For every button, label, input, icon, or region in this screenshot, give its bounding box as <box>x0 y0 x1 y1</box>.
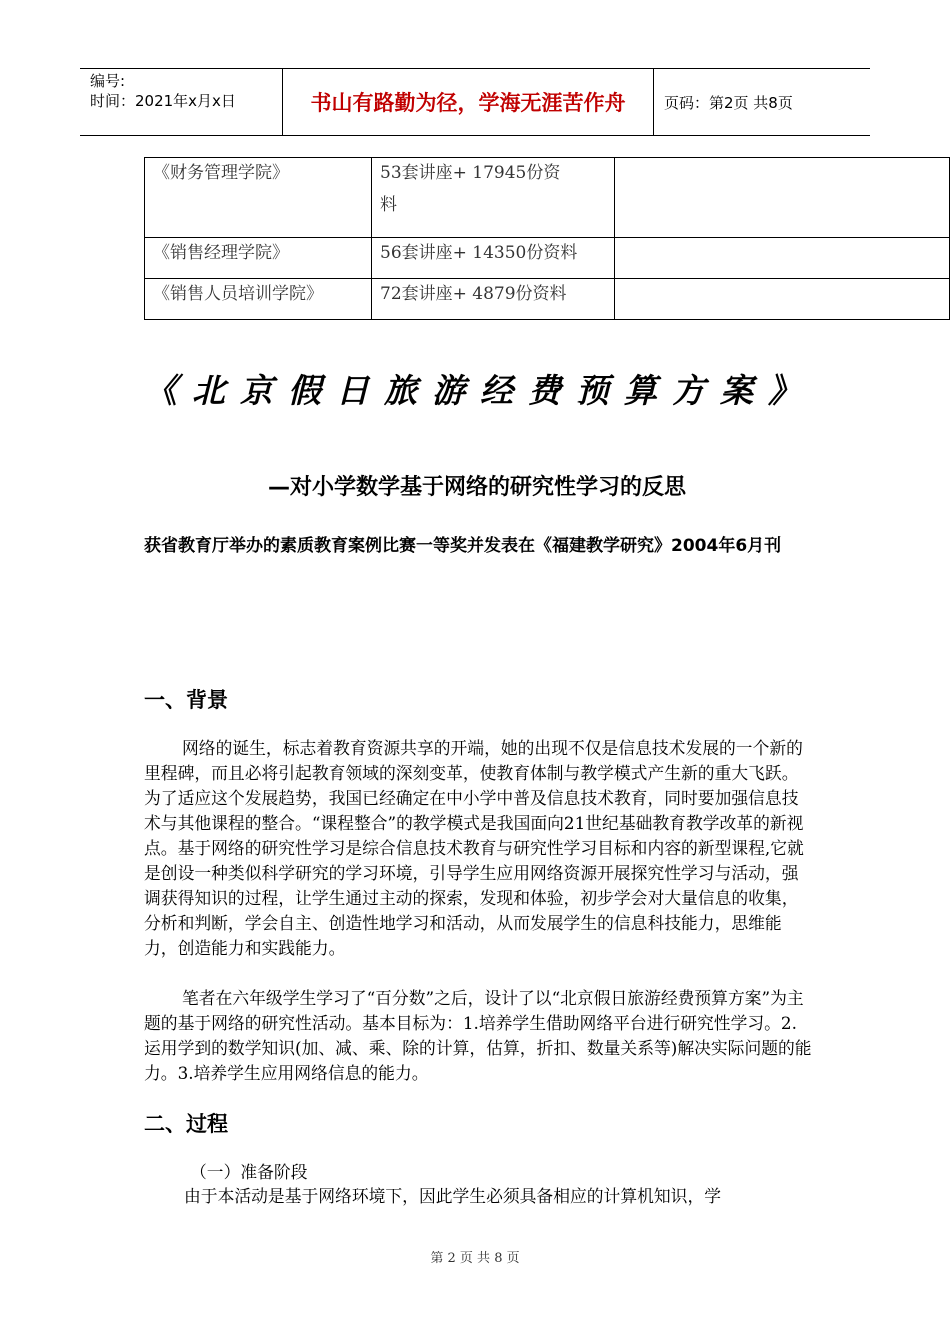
section-heading-process: 二、过程 <box>144 1112 228 1136</box>
table-cell-detail <box>372 158 615 238</box>
header-motto: 书山有路勤为径，学海无涯苦作舟 <box>282 69 654 135</box>
table-row <box>145 238 950 279</box>
header-page-info: 页码：第2页 共8页 <box>664 93 793 112</box>
number-label: 编号: <box>90 72 126 90</box>
table-cell-name: 《销售经理学院》 <box>145 238 372 279</box>
detail-line: 料 <box>380 195 397 215</box>
header-meta <box>80 69 282 135</box>
award-note: 获省教育厅举办的素质教育案例比赛一等奖并发表在《福建教学研究》2004年6月刊 <box>144 536 782 556</box>
date-label: 时间：2021年x月x日 <box>90 92 236 110</box>
table-row <box>145 158 950 238</box>
section-heading-background: 一、背景 <box>144 688 228 712</box>
page-header <box>80 68 870 136</box>
resource-table <box>144 157 950 320</box>
table-cell-extra <box>615 238 950 279</box>
subsection-heading-preparation: （一）准备阶段 <box>190 1162 308 1182</box>
table-cell-name: 《销售人员培训学院》 <box>145 279 372 320</box>
table-cell-extra <box>615 158 950 238</box>
table-cell-extra <box>615 279 950 320</box>
table-row <box>145 279 950 320</box>
document-subtitle: —对小学数学基于网络的研究性学习的反思 <box>268 475 687 500</box>
paragraph-goals: 笔者在六年级学生学习了“百分数”之后，设计了以“北京假日旅游经费预算方案”为主题的基于网络的研究性活动。基本目标为：1.培养学生借助网络平台进行研究性学习。2. 运用学到的数学知识(加、减、乘、除的计算，估算，折扣、数量关系等)解决实际问题的能力。3.培养学生应用网络信息的能力。 <box>144 988 812 1083</box>
table-cell-detail: 56套讲座+ 14350份资料 <box>372 238 615 279</box>
detail-line: 53套讲座+ 17945份资 <box>380 163 561 183</box>
paragraph-background: 网络的诞生，标志着教育资源共享的开端，她的出现不仅是信息技术发展的一个新的里程碑，而且必将引起教育领域的深刻变革，使教育体制与教学模式产生新的重大飞跃。为了适应这个发展趋势，我国已经确定在中小学中普及信息技术教育，同时要加强信息技术与其他课程的整合。“课程整合”的教学模式是我国面向21世纪基础教育教学改革的新视点。基于网络的研究性学习是综合信息技术教育与研究性学习目标和内容的新型课程,它就是创设一种类似科学研究的学习环境，引导学生应用网络资源开展探究性学习与活动，强调获得知识的过程，让学生通过主动的探索，发现和体验，初步学会对大量信息的收集，分析和判断，学会自主、创造性地学习和活动，从而发展学生的信息科技能力，思维能力，创造能力和实践能力。 <box>144 738 804 958</box>
page-footer: 第 2 页 共 8 页 <box>430 1251 520 1266</box>
document-title: 《北京假日旅游经费预算方案》 <box>144 371 816 410</box>
table-cell-name: 《财务管理学院》 <box>145 158 372 238</box>
paragraph-preparation: 由于本活动是基于网络环境下，因此学生必须具备相应的计算机知识，学 <box>184 1186 722 1206</box>
table-cell-detail: 72套讲座+ 4879份资料 <box>372 279 615 320</box>
